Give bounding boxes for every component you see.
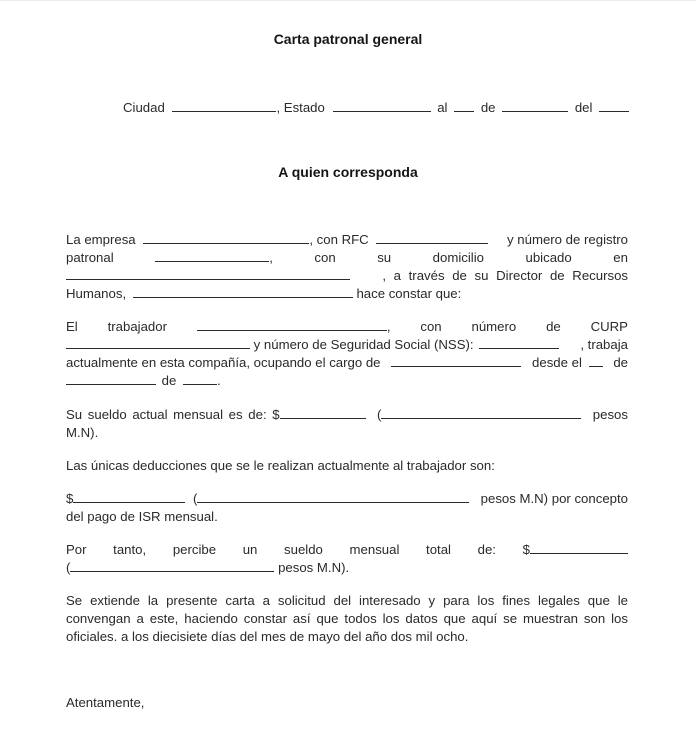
paren: ( bbox=[377, 407, 382, 422]
su-text: su bbox=[377, 250, 392, 265]
paragraph-trabajador bbox=[66, 318, 628, 390]
paren: ( bbox=[66, 560, 71, 575]
al-label: al bbox=[437, 100, 448, 115]
isr-blank[interactable] bbox=[73, 490, 185, 503]
desde-mes-blank[interactable] bbox=[66, 372, 156, 385]
p6-line2 bbox=[66, 559, 628, 577]
paragraph-extiende bbox=[66, 592, 628, 646]
comma: , bbox=[386, 319, 391, 334]
word: percibe bbox=[172, 542, 217, 557]
ciudad-label: Ciudad bbox=[123, 100, 165, 115]
period: . bbox=[217, 373, 221, 388]
dateline bbox=[123, 99, 629, 115]
word: mensual bbox=[349, 542, 400, 557]
p3-line1 bbox=[66, 406, 628, 424]
pesos-concepto-text: pesos M.N) por concepto bbox=[480, 491, 628, 506]
paragraph-sueldo bbox=[66, 406, 628, 442]
pesos-mn-text: pesos M.N). bbox=[278, 560, 350, 575]
mn-text: M.N). bbox=[66, 425, 99, 440]
del-label: del bbox=[574, 100, 593, 115]
anio-blank[interactable] bbox=[599, 99, 629, 112]
closing: Atentamente, bbox=[66, 695, 145, 710]
en-text: en bbox=[613, 250, 628, 265]
nss-blank[interactable] bbox=[479, 336, 559, 349]
p6-line1 bbox=[66, 541, 628, 559]
salutation: A quien corresponda bbox=[278, 164, 418, 180]
numero-text: número bbox=[471, 319, 517, 334]
paragraph-total bbox=[66, 541, 628, 577]
p2-line4 bbox=[66, 372, 628, 390]
isr-text: del pago de ISR mensual. bbox=[66, 509, 218, 524]
domicilio-text: domicilio bbox=[432, 250, 484, 265]
mes-blank[interactable] bbox=[502, 99, 568, 112]
sueldo-letra-blank[interactable] bbox=[381, 406, 581, 419]
desde-el-text: desde el bbox=[532, 355, 582, 370]
domicilio-blank[interactable] bbox=[66, 267, 350, 280]
registro-patronal-blank[interactable] bbox=[155, 249, 269, 262]
paragraph-empresa bbox=[66, 231, 628, 303]
trabajador-blank[interactable] bbox=[197, 318, 387, 331]
con-text: con bbox=[420, 319, 442, 334]
p7-line2: convengan a este, haciendo constar así que todos los datos que aquí se muestran son los bbox=[66, 611, 628, 626]
total-blank[interactable] bbox=[530, 541, 628, 554]
desde-anio-blank[interactable] bbox=[183, 372, 217, 385]
patronal-text: patronal bbox=[66, 250, 114, 265]
de-label: de bbox=[480, 100, 496, 115]
de-text: de bbox=[613, 355, 628, 370]
paragraph-isr bbox=[66, 490, 628, 526]
comma: , bbox=[269, 250, 273, 265]
p5-line1 bbox=[66, 490, 628, 508]
curp-blank[interactable] bbox=[66, 336, 250, 349]
de-text: de bbox=[161, 373, 177, 388]
empresa-blank[interactable] bbox=[143, 231, 309, 244]
rfc-blank[interactable] bbox=[376, 231, 488, 244]
curp-text: CURP bbox=[590, 319, 628, 334]
rfc-label: , con RFC bbox=[309, 232, 369, 247]
word: de: bbox=[477, 542, 496, 557]
registro-text: y número de registro bbox=[507, 232, 628, 247]
word: sueldo bbox=[284, 542, 323, 557]
ubicado-text: ubicado bbox=[525, 250, 572, 265]
p2-line1 bbox=[66, 318, 628, 336]
word: Por bbox=[66, 542, 87, 557]
dollar-sign: $ bbox=[66, 491, 74, 506]
total-letra-blank[interactable] bbox=[70, 559, 274, 572]
document-title: Carta patronal general bbox=[273, 31, 423, 47]
director-blank[interactable] bbox=[133, 285, 353, 298]
paren: ( bbox=[193, 491, 198, 506]
de-text: de bbox=[546, 319, 561, 334]
con-text: con bbox=[314, 250, 336, 265]
nss-label: y número de Seguridad Social (NSS): bbox=[253, 337, 474, 352]
isr-letra-blank[interactable] bbox=[197, 490, 469, 503]
cargo-blank[interactable] bbox=[391, 354, 521, 367]
estado-label: , Estado bbox=[276, 100, 325, 115]
humanos-text: Humanos, bbox=[66, 286, 127, 301]
ciudad-blank[interactable] bbox=[172, 99, 276, 112]
p2-line3 bbox=[66, 354, 628, 372]
p1-line3 bbox=[66, 267, 628, 285]
cargo-label: actualmente en esta compañía, ocupando el cargo de bbox=[66, 355, 381, 370]
p1-line4 bbox=[66, 285, 628, 303]
word: un bbox=[242, 542, 258, 557]
sueldo-label: Su sueldo actual mensual es de: $ bbox=[66, 407, 280, 422]
paragraph-deducciones: Las únicas deducciones que se le realizan actualmente al trabajador son: bbox=[66, 458, 495, 473]
pesos-text: pesos bbox=[592, 407, 628, 422]
hace-constar-text: hace constar que: bbox=[356, 286, 462, 301]
word: total bbox=[426, 542, 451, 557]
p2-line2 bbox=[66, 336, 628, 354]
p7-line1: Se extiende la presente carta a solicitud del interesado y para los fines legales que le bbox=[66, 593, 628, 608]
la-empresa-text: La empresa bbox=[66, 232, 136, 247]
director-text: , a través de su Director de Recursos bbox=[382, 268, 628, 283]
dollar-sign: $ bbox=[522, 542, 530, 557]
p1-line2 bbox=[66, 249, 628, 267]
el-text: El bbox=[66, 319, 78, 334]
dia-blank[interactable] bbox=[454, 99, 474, 112]
trabajador-text: trabajador bbox=[107, 319, 167, 334]
estado-blank[interactable] bbox=[333, 99, 431, 112]
p7-line3: oficiales. a los diecisiete días del mes de mayo del año dos mil ocho. bbox=[66, 629, 469, 644]
desde-dia-blank[interactable] bbox=[589, 354, 603, 367]
p1-line1 bbox=[66, 231, 628, 249]
trabaja-text: , trabaja bbox=[580, 337, 628, 352]
sueldo-blank[interactable] bbox=[280, 406, 366, 419]
word: tanto, bbox=[113, 542, 147, 557]
